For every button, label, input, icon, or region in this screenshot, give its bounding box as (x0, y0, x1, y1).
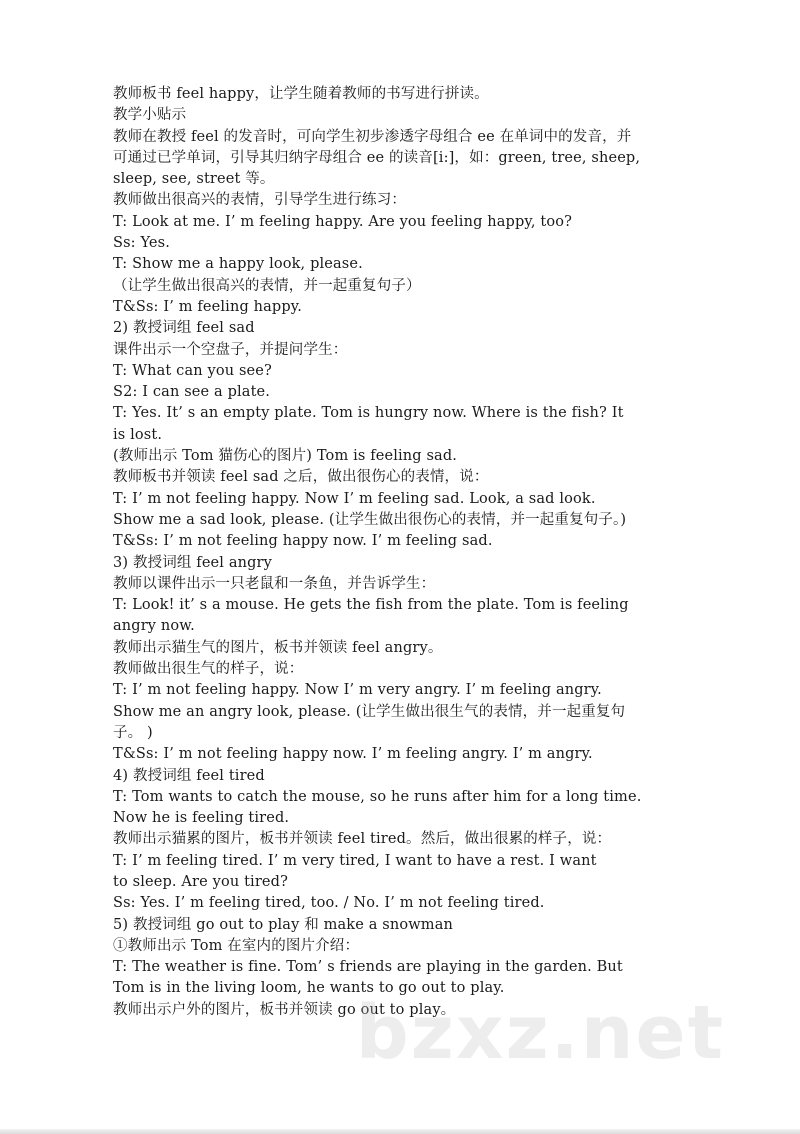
text-line: to sleep. Are you tired? (113, 873, 289, 890)
text-line: T&Ss: I’ m feeling happy. (113, 298, 302, 315)
section-heading: 3) 教授词组 feel angry (113, 554, 272, 571)
text-line: T: Yes. It’ s an empty plate. Tom is hungry now. Where is the fish? It (113, 405, 624, 422)
text-line: 教师出示户外的图片，板书并领读 go out to play。 (113, 1001, 456, 1018)
text-line: angry now. (113, 618, 195, 635)
text-line: T: I’ m not feeling happy. Now I’ m feeling sad. Look, a sad look. (113, 490, 596, 507)
text-line: 教师出示猫生气的图片，板书并领读 feel angry。 (113, 639, 443, 656)
text-line: Now he is feeling tired. (113, 810, 290, 827)
text-line: 课件出示一个空盘子，并提问学生： (113, 341, 348, 358)
text-line: sleep, see, street 等。 (113, 171, 275, 188)
text-line: 教师以课件出示一只老鼠和一条鱼，并告诉学生： (113, 575, 436, 592)
text-line: Tom is in the living loom, he wants to go out to play. (113, 980, 505, 997)
section-heading: 2) 教授词组 feel sad (113, 320, 255, 337)
text-line: T: I’ m not feeling happy. Now I’ m very angry. I’ m feeling angry. (113, 682, 602, 699)
page-bottom-edge (0, 1129, 800, 1134)
text-line: 教师做出很生气的样子，说： (113, 661, 304, 678)
text-line: 教学小贴示 (113, 107, 187, 124)
text-line: 教师做出很高兴的表情，引导学生进行练习： (113, 192, 406, 209)
text-line: ①教师出示 Tom 在室内的图片介绍： (113, 937, 360, 954)
text-line: T: Tom wants to catch the mouse, so he runs after him for a long time. (113, 788, 642, 805)
text-line: 教师在教授 feel 的发音时，可向学生初步渗透字母组合 ee 在单词中的发音，并 (113, 128, 632, 145)
text-line: T: Look at me. I’ m feeling happy. Are you feeling happy, too? (113, 213, 573, 230)
text-line: (教师出示 Tom 猫伤心的图片) Tom is feeling sad. (113, 448, 458, 465)
text-line: Ss: Yes. I’ m feeling tired, too. / No. I’ m not feeling tired. (113, 895, 545, 912)
watermark-text: bzxz.net (355, 990, 725, 1076)
text-line: Show me a sad look, please. (让学生做出很伤心的表情，并一起重复句子。) (113, 511, 627, 528)
text-line: T: What can you see? (113, 362, 272, 379)
text-line: T: Look! it’ s a mouse. He gets the fish from the plate. Tom is feeling (113, 597, 629, 614)
text-line: T: The weather is fine. Tom’ s friends are playing in the garden. But (113, 959, 623, 976)
document-body (113, 84, 685, 1021)
text-line: （让学生做出很高兴的表情，并一起重复句子） (113, 277, 421, 294)
text-line: Ss: Yes. (113, 235, 171, 252)
text-line: T: Show me a happy look, please. (113, 256, 363, 273)
text-line: 子。 ) (113, 724, 153, 741)
text-line: 可通过已学单词，引导其归纳字母组合 ee 的读音[i:]，如：green, tree, sheep, (113, 149, 641, 166)
text-line: T: I’ m feeling tired. I’ m very tired, I want to have a rest. I want (113, 852, 597, 869)
text-line: 教师板书 feel happy，让学生随着教师的书写进行拼读。 (113, 86, 489, 102)
text-line: T&Ss: I’ m not feeling happy now. I’ m feeling sad. (113, 533, 493, 550)
text-line: 教师出示猫累的图片，板书并领读 feel tired。然后，做出很累的样子，说： (113, 831, 612, 848)
text-line: is lost. (113, 426, 163, 443)
text-line: S2: I can see a plate. (113, 384, 271, 401)
text-line: Show me an angry look, please. (让学生做出很生气的表情，并一起重复句 (113, 703, 626, 720)
text-line: T&Ss: I’ m not feeling happy now. I’ m feeling angry. I’ m angry. (113, 746, 593, 763)
text-line: 教师板书并领读 feel sad 之后，做出很伤心的表情，说： (113, 469, 489, 486)
section-heading: 5) 教授词组 go out to play 和 make a snowman (113, 916, 453, 933)
section-heading: 4) 教授词组 feel tired (113, 767, 265, 784)
